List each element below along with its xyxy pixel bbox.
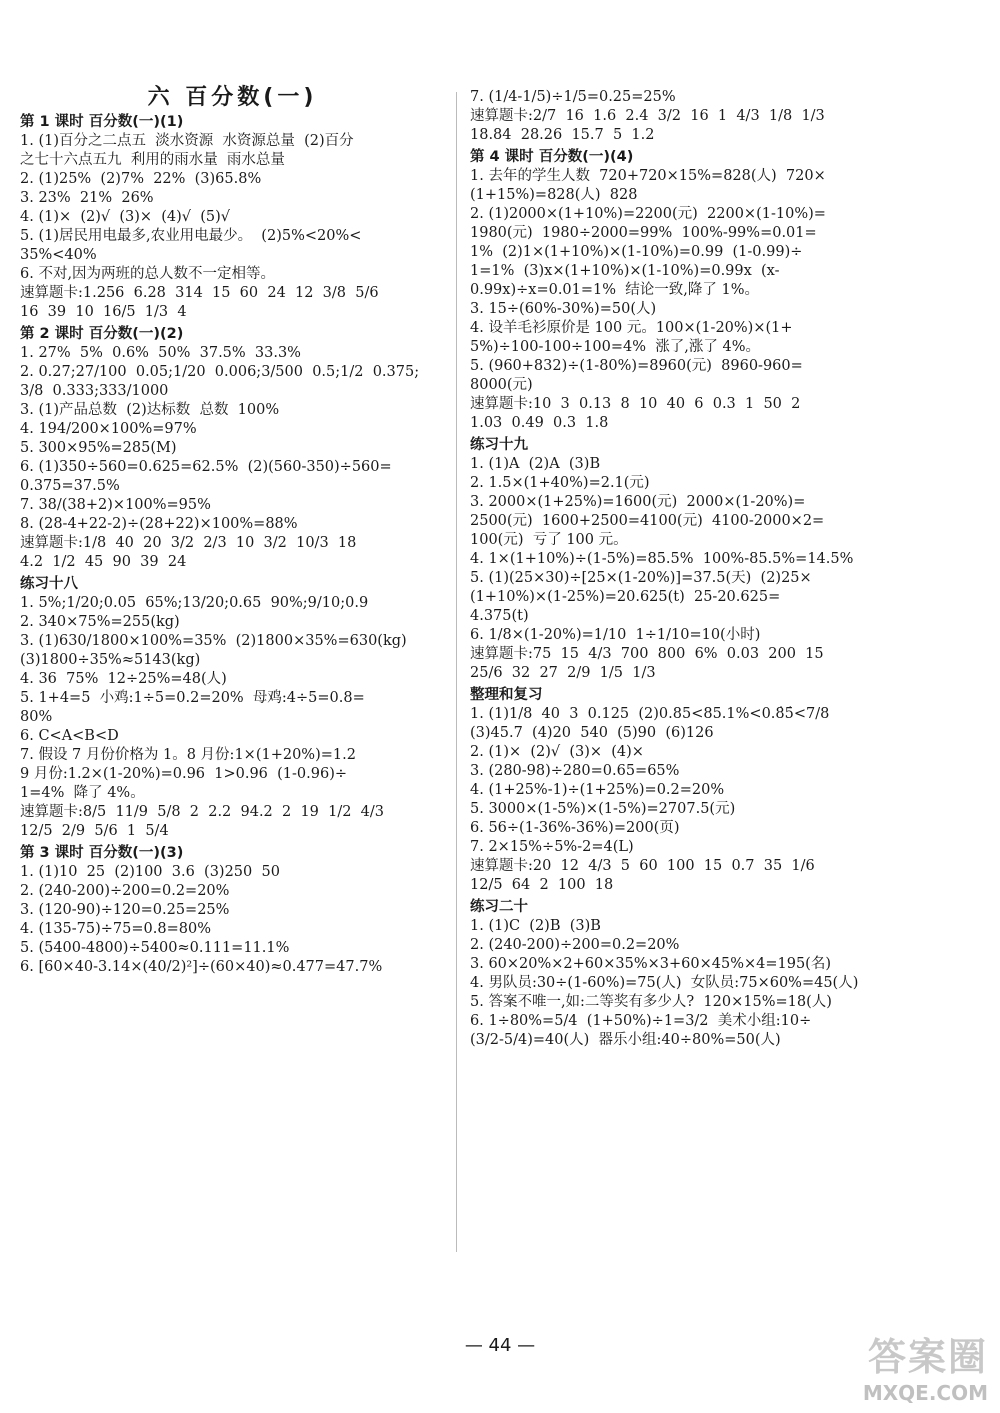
answer-line: 之七十六点五九 利用的雨水量 雨水总量 — [20, 152, 285, 168]
answer-line: (3)45.7 (4)20 540 (5)90 (6)126 — [470, 725, 714, 741]
answer-line: (1+15%)=828(人) 828 — [470, 187, 638, 203]
answer-line: 1. (1)A (2)A (3)B — [470, 456, 601, 472]
page-number: — 44 — — [464, 1335, 536, 1356]
watermark-logo: 答案圈 — [867, 1335, 988, 1379]
answer-line: 2. 0.27;27/100 0.05;1/20 0.006;3/500 0.5;1/2 0.375; — [20, 364, 420, 380]
answer-line: 3. (120-90)÷120=0.25=25% — [20, 902, 230, 918]
section-heading: 整理和复习 — [470, 687, 543, 703]
answer-line: 4. (135-75)÷75=0.8=80% — [20, 921, 211, 937]
answer-line: 4.2 1/2 45 90 39 24 — [20, 554, 187, 570]
page-title: 六 百分数(一) — [147, 85, 318, 110]
answer-line: 5%)÷100-100÷100=4% 涨了,涨了 4%。 — [470, 339, 760, 355]
answer-line: 1=4% 降了 4%。 — [20, 785, 145, 801]
answer-line: 6. 1/8×(1-20%)=1/10 1÷1/10=10(小时) — [470, 627, 761, 643]
answer-line: 2. (1)2000×(1+10%)=2200(元) 2200×(1-10%)= — [470, 206, 826, 222]
section-heading: 第 3 课时 百分数(一)(3) — [20, 845, 184, 861]
answer-line: 5. 1+4=5 小鸡:1÷5=0.2=20% 母鸡:4÷5=0.8= — [20, 690, 365, 706]
answer-line: 1% (2)1×(1+10%)×(1-10%)=0.99 (1-0.99)÷ — [470, 244, 803, 260]
section-heading: 练习十八 — [20, 576, 78, 592]
answer-line: 12/5 2/9 5/6 1 5/4 — [20, 823, 169, 839]
answer-line: 2. (1)× (2)√ (3)× (4)× — [470, 744, 644, 760]
answer-line: 4. 设羊毛衫原价是 100 元。100×(1-20%)×(1+ — [470, 320, 793, 336]
answer-line: 2500(元) 1600+2500=4100(元) 4100-2000×2= — [470, 513, 825, 529]
answer-line: 3. 60×20%×2+60×35%×3+60×45%×4=195(名) — [470, 956, 831, 972]
answer-line: 1. (1)1/8 40 3 0.125 (2)0.85<85.1%<0.8̇5̇<7/8 — [470, 706, 830, 722]
section-heading: 第 1 课时 百分数(一)(1) — [20, 114, 184, 130]
answer-line: 6. (1)350÷560=0.625=62.5% (2)(560-350)÷560= — [20, 459, 392, 475]
answer-line: 0.99x)÷x=0.01=1% 结论一致,降了 1%。 — [470, 282, 759, 298]
answer-line: 1. (1)C (2)B (3)B — [470, 918, 601, 934]
answer-line: (3)1800÷35%≈5143(kg) — [20, 652, 201, 668]
answer-line: 1. (1)百分之二点五 淡水资源 水资源总量 (2)百分 — [20, 133, 354, 149]
answer-line: 4. 36 75% 12÷25%=48(人) — [20, 671, 227, 687]
answer-line: 0.375=37.5% — [20, 478, 120, 494]
answer-line: 5. (960+832)÷(1-80%)=8960(元) 8960-960= — [470, 358, 803, 374]
answer-line: 1. 5%;1/20;0.05 65%;13/20;0.65 90%;9/10;0.9 — [20, 595, 369, 611]
answer-line: 1. (1)10 25 (2)100 3.6 (3)250 50 — [20, 864, 280, 880]
section-heading: 练习二十 — [470, 899, 528, 915]
answer-line: 2. (240-200)÷200=0.2=20% — [470, 937, 680, 953]
answer-line: 7. 假设 7 月份价格为 1。8 月份:1×(1+20%)=1.2 — [20, 747, 356, 763]
answer-line: 4. 194/200×100%=97% — [20, 421, 197, 437]
answer-line: 1. 27% 5% 0.6% 50% 37.5% 33.3% — [20, 345, 301, 361]
answer-line: 7. 38/(38+2)×100%=95% — [20, 497, 211, 513]
answer-line: 速算题卡:8/5 11/9 5/8 2 2.2 94.2 2 19 1/2 4/3 — [20, 804, 385, 820]
answer-line: 2. (240-200)÷200=0.2=20% — [20, 883, 230, 899]
answer-line: 6. 1÷80%=5/4 (1+50%)÷1=3/2 美术小组:10÷ — [470, 1013, 812, 1029]
answer-line: 4. 1×(1+10%)÷(1-5%)=85.5% 100%-85.5%=14.5% — [470, 551, 854, 567]
answer-line: 6. 不对,因为两班的总人数不一定相等。 — [20, 266, 276, 282]
answer-line: 25/6 32 27 2/9 1/5 1/3 — [470, 665, 656, 681]
answer-line: 速算题卡:1/8 40 20 3/2 2/3 10 3/2 10/3 18 — [20, 535, 357, 551]
answer-line: 5. 300×95%=285(M) — [20, 440, 177, 456]
answer-line: (1+10%)×(1-25%)=20.625(t) 25-20.625= — [470, 589, 781, 605]
answer-line: 速算题卡:75 15 4/3 700 800 6% 0.03 200 15 — [470, 646, 824, 662]
answer-line: 35%<40% — [20, 247, 97, 263]
answer-line: 3. (1)产品总数 (2)达标数 总数 100% — [20, 402, 280, 418]
answer-line: 4.375(t) — [470, 608, 529, 624]
answer-line: 2. 1.5×(1+40%)=2.1(元) — [470, 475, 650, 491]
answer-line: 3. 23% 21% 26% — [20, 190, 154, 206]
answer-line: 7. (1/4-1/5)÷1/5=0.25=25% — [470, 89, 676, 105]
answer-line: 3. 2000×(1+25%)=1600(元) 2000×(1-20%)= — [470, 494, 806, 510]
answer-line: 12/5 64 2 100 18 — [470, 877, 614, 893]
answer-line: 3. 15÷(60%-30%)=50(人) — [470, 301, 657, 317]
answer-line: (3/2-5/4)=40(人) 器乐小组:40÷80%=50(人) — [470, 1032, 781, 1048]
answer-line: 速算题卡:1.256 6.28 314 15 60 24 12 3/8 5/6 — [20, 285, 379, 301]
answer-line: 8. (28-4+22-2)÷(28+22)×100%=88% — [20, 516, 298, 532]
answer-line: 3. (1)630/1800×100%=35% (2)1800×35%=630(kg) — [20, 633, 407, 649]
answer-line: 7. 2×15%÷5%-2=4(L) — [470, 839, 634, 855]
answer-line: 6. 56÷(1-36%-36%)=200(页) — [470, 820, 680, 836]
answer-line: 速算题卡:20 12 4/3 5 60 100 15 0.7 35 1/6 — [470, 858, 815, 874]
watermark — [863, 1326, 988, 1405]
watermark-url: MXQE.COM — [862, 1381, 988, 1405]
answer-line: 9 月份:1.2×(1-20%)=0.96 1>0.96 (1-0.96)÷ — [20, 766, 348, 782]
answer-line: 18.84 28.26 15.7 5 1.2 — [470, 127, 655, 143]
answer-line: 4. (1+25%-1)÷(1+25%)=0.2=20% — [470, 782, 725, 798]
right-column — [470, 88, 985, 1050]
answer-line: 5. 答案不唯一,如:二等奖有多少人? 120×15%=18(人) — [470, 994, 832, 1010]
left-column — [20, 85, 445, 977]
answer-line: 1=1% (3)x×(1+10%)×(1-10%)=0.99x (x- — [470, 263, 780, 279]
answer-line: 100(元) 亏了 100 元。 — [470, 532, 628, 548]
section-heading: 练习十九 — [470, 437, 528, 453]
answer-line: 1.03 0.49 0.3 1.8 — [470, 415, 609, 431]
section-heading: 第 4 课时 百分数(一)(4) — [470, 149, 634, 165]
answer-line: 80% — [20, 709, 53, 725]
answer-line: 1. 去年的学生人数 720+720×15%=828(人) 720× — [470, 168, 826, 184]
answer-line: 5. (1)居民用电最多,农业用电最少。 (2)5%<20%< — [20, 228, 362, 244]
answer-line: 6. C<A<B<D — [20, 728, 119, 744]
answer-line: 16 39 10 16/5 1/3 4 — [20, 304, 187, 320]
answer-line: 6. [60×40-3.14×(40/2)²]÷(60×40)≈0.477=47.7% — [20, 959, 383, 975]
section-heading: 第 2 课时 百分数(一)(2) — [20, 326, 184, 342]
answer-line: 1980(元) 1980÷2000=99% 100%-99%=0.01= — [470, 225, 817, 241]
answer-line: 5. (1)(25×30)÷[25×(1-20%)]=37.5(天) (2)25× — [470, 570, 812, 586]
answer-line: 4. 男队员:30÷(1-60%)=75(人) 女队员:75×60%=45(人) — [470, 975, 859, 991]
answer-line: 8000(元) — [470, 377, 533, 393]
answer-line: 4. (1)× (2)√ (3)× (4)√ (5)√ — [20, 209, 231, 225]
answer-line: 速算题卡:10 3 0.13 8 10 40 6 0.3 1 50 2 — [470, 396, 801, 412]
answer-line: 3. (280-98)÷280=0.65=65% — [470, 763, 680, 779]
answer-line: 5. (5400-4800)÷5400≈0.111=11.1% — [20, 940, 290, 956]
answer-line: 2. 340×75%=255(kg) — [20, 614, 180, 630]
answer-line: 2. (1)25% (2)7% 22% (3)65.8% — [20, 171, 262, 187]
column-divider — [456, 92, 457, 1252]
answer-line: 5. 3000×(1-5%)×(1-5%)=2707.5(元) — [470, 801, 736, 817]
answer-line: 3/8 0.333;333/1000 — [20, 383, 169, 399]
answer-line: 速算题卡:2/7 16 1.6 2.4 3/2 16 1 4/3 1/8 1/3 — [470, 108, 825, 124]
